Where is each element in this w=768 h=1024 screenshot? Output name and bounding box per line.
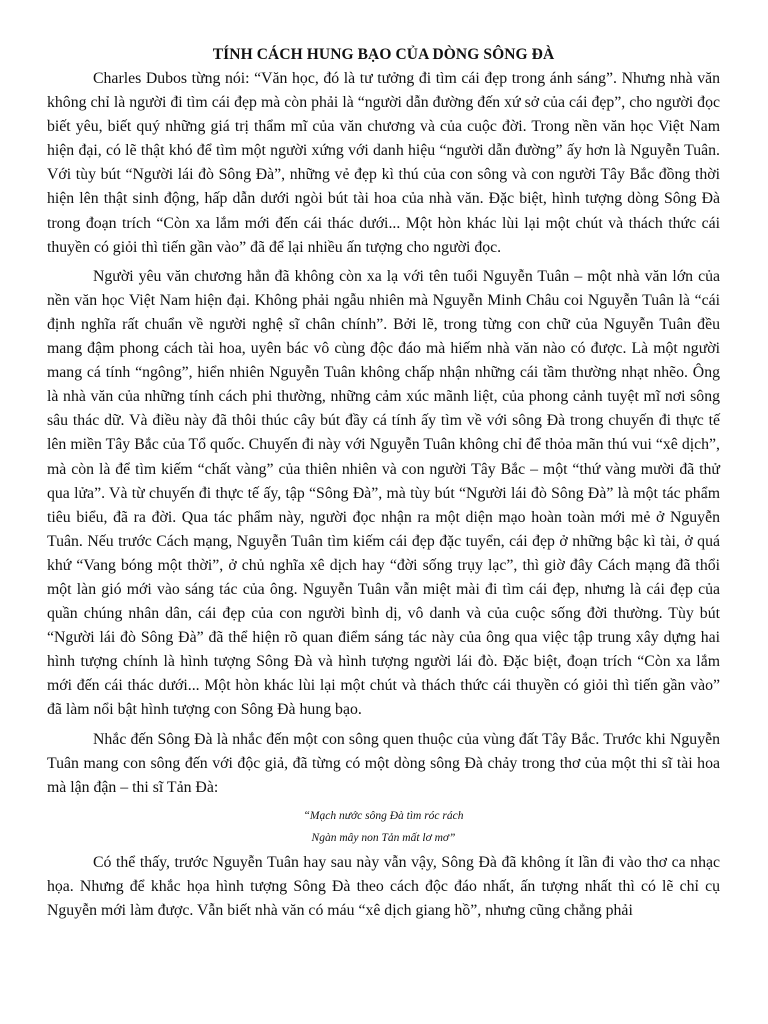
paragraph-song-da: Nhắc đến Sông Đà là nhắc đến một con sông quen thuộc của vùng đất Tây Bắc. Trước khi Nguyễn Tuân mang con sông đến với độc giả, đã từng có một dòng sông Đà chảy trong thơ của một thi sĩ tài hoa mà lận đận – thi sĩ Tản Đà:: [47, 730, 720, 796]
poem-line: “Mạch nước sông Đà tìm róc rách: [303, 809, 464, 822]
paragraph-author: Người yêu văn chương hẳn đã không còn xa lạ với tên tuổi Nguyễn Tuân – một nhà văn lớn của nền văn học Việt Nam hiện đại. Không phải ngẫu nhiên mà Nguyễn Minh Châu coi Nguyễn Tuân là “cái định nghĩa rất chuẩn về người nghệ sĩ chân chính”. Bởi lẽ, trong từng con chữ của Nguyễn Tuân đều mang đậm phong cách tài hoa, uyên bác vô cùng độc đáo mà hiếm nhà văn nào có được. Là một người mang cá tính “ngông”, hiển nhiên Nguyễn Tuân không chấp nhận những cái tầm thường nhạt nhẽo. Ông là nhà văn của những tính cách phi thường, những cảm xúc mãnh liệt, của phong cảnh tuyệt mĩ nơi sông sâu thác dữ. Và điều này đã thôi thúc cây bút đầy cá tính ấy tìm về với sông Đà trong chuyến đi thực tế lên miền Tây Bắc của Tổ quốc. Chuyến đi này với Nguyễn Tuân không chỉ để thỏa mãn thú vui “xê dịch”, mà còn là để tìm kiếm “chất vàng” của thiên nhiên và con người Tây Bắc – một “thứ vàng mười đã thử qua lửa”. Và từ chuyến đi thực tế ấy, tập “Sông Đà”, mà tùy bút “Người lái đò Sông Đà” là một tác phẩm tiêu biểu, đã ra đời. Qua tác phẩm này, người đọc nhận ra một diện mạo hoàn toàn mới mẻ ở Nguyễn Tuân. Nếu trước Cách mạng, Nguyễn Tuân tìm kiếm cái đẹp đặc tuyển, cái đẹp ở những bậc kì tài, ở quá khứ “Vang bóng một thời”, ở chủ nghĩa xê dịch hay “đời sống trụy lạc”, thì giờ đây Cách mạng đã thổi một làn gió mới vào sáng tác của ông. Nguyễn Tuân vẫn miệt mài đi tìm cái đẹp, nhưng là cái đẹp của quần chúng nhân dân, cái đẹp của con người bình dị, vô danh và của cuộc sống đời thường. Tùy bút “Người lái đò Sông Đà” đã thể hiện rõ quan điểm sáng tác này của ông qua việc tập trung xây dựng hai hình tượng chính là hình tượng Sông Đà và hình tượng người lái đò. Đặc biệt, đoạn trích “Còn xa lắm mới đến cái thác dưới... Một hòn khác lùi lại một chút và thách thức cái thuyền có giỏi thì tiến gần vào” đã làm nổi bật hình tượng con Sông Đà hung bạo.: [47, 267, 720, 719]
paragraph-intro: Charles Dubos từng nói: “Văn học, đó là tư tưởng đi tìm cái đẹp trong ánh sáng”. Nhưng nhà văn không chỉ là người đi tìm cái đẹp mà còn phải là “người dẫn đường đến xứ sở của cái đẹp”, cho người đọc biết yêu, biết quý những giá trị thẩm mĩ của văn chương và của cuộc đời. Trong nền văn học Việt Nam hiện đại, có lẽ thật khó để tìm một người xứng với danh hiệu “người dẫn đường” ấy hơn là Nguyễn Tuân. Với tùy bút “Người lái đò Sông Đà”, những vẻ đẹp kì thú của con sông và con người Tây Bắc đồng thời hiện lên thật sinh động, hấp dẫn dưới ngòi bút tài hoa của nhà văn. Đặc biệt, hình tượng dòng Sông Đà trong đoạn trích “Còn xa lắm mới đến cái thác dưới... Một hòn khác lùi lại một chút và thách thức cái thuyền có giỏi thì tiến gần vào” đã để lại nhiều ấn tượng cho người đọc.: [47, 70, 720, 256]
poem-line: Ngàn mây non Tản mất lơ mơ”: [311, 831, 456, 844]
poem-quote: [47, 805, 720, 849]
paragraph-closing: Có thể thấy, trước Nguyễn Tuân hay sau này vẫn vậy, Sông Đà đã không ít lần đi vào thơ ca nhạc họa. Nhưng để khắc họa hình tượng Sông Đà theo cách độc đáo nhất, ấn tượng nhất thì có lẽ chỉ cụ Nguyễn mới làm được. Vẫn biết nhà văn có máu “xê dịch giang hồ”, nhưng cũng chẳng phải: [47, 853, 720, 919]
document-title: TÍNH CÁCH HUNG BẠO CỦA DÒNG SÔNG ĐÀ: [212, 46, 555, 63]
